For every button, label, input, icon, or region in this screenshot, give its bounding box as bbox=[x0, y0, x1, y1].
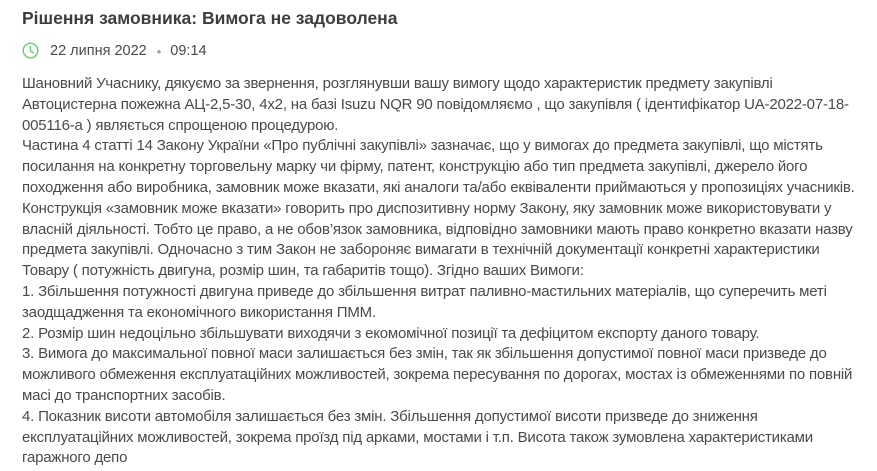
date-label: 22 липня 2022 bbox=[50, 42, 147, 59]
body-paragraph: 4. Показник висоти автомобіля залишається без змін. Збільшення допустимої висоти призведе до зниження експлуатаційних можливостей, зокрема проїзд під арками, мостами і т.п. Висота також зумовлена характеристиками гаражного депо bbox=[22, 407, 813, 467]
body-paragraph: 2. Розмір шин недоцільно збільшувати виходячи з екомомічної позиції та дефіцитом експорту даного товару. bbox=[22, 324, 760, 342]
decision-body-text bbox=[22, 74, 860, 469]
body-paragraph: 1. Збільшення потужності двигуна приведе до збільшення витрат паливно-мастильних матеріалів, що суперечить меті заодщадження та економічного використання ПММ. bbox=[22, 282, 827, 321]
clock-icon-hands bbox=[31, 47, 34, 53]
clock-icon bbox=[22, 42, 39, 59]
body-paragraph: Шановний Учаснику, дякуємо за звернення, розглянувши вашу вимогу щодо характеристик предмету закупівлі Автоцистерна пожежна АЦ-2,5-30, 4х2, на базі Isuzu NQR 90 повідомляємо , що закупівля ( ідентифікатор UA-2022-07-18-005116-a ) являється спрощеною процедурою. bbox=[22, 75, 849, 134]
time-label: 09:14 bbox=[170, 42, 207, 59]
timestamp-row bbox=[22, 42, 860, 59]
body-paragraph: 3. Вимога до максимальної повної маси залишається без змін, так як збільшення допустимої повної маси призведе до можливого обмеження експлуатаційних можливостей, зокрема пересування по дорогах, мостах із обмеженнями по повній масі до транспортних засобів. bbox=[22, 345, 853, 404]
dot-separator: • bbox=[156, 44, 162, 59]
body-paragraph: Частина 4 статті 14 Закону України «Про публічні закупівлі» зазначає, що у вимогах до предмета закупівлі, що містять посилання на конкретну торговельну марку чи фірму, патент, конструкцію або тип предмета закупівлі, джерело його походження або виробника, замовник може вказати, які аналоги та/або еквіваленти приймаються у пропозиціях учасників. Конструкція «замовник може вказати» говорить про диспозитивну норму Закону, яку замовник може використовувати у власній діяльності. Тобто це право, а не обов’язок замовника, відповідно замовники мають право конкретно вказати назву предмета закупівлі. Одночасно з тим Закон не забороняє вимагати в технічній документації конкретні характеристики Товару ( потужність двигуна, розмір шин, та габаритів тощо). Згідно ваших Вимоги: bbox=[22, 137, 855, 280]
page-title: Рішення замовника: Вимога не задоволена bbox=[22, 8, 398, 28]
